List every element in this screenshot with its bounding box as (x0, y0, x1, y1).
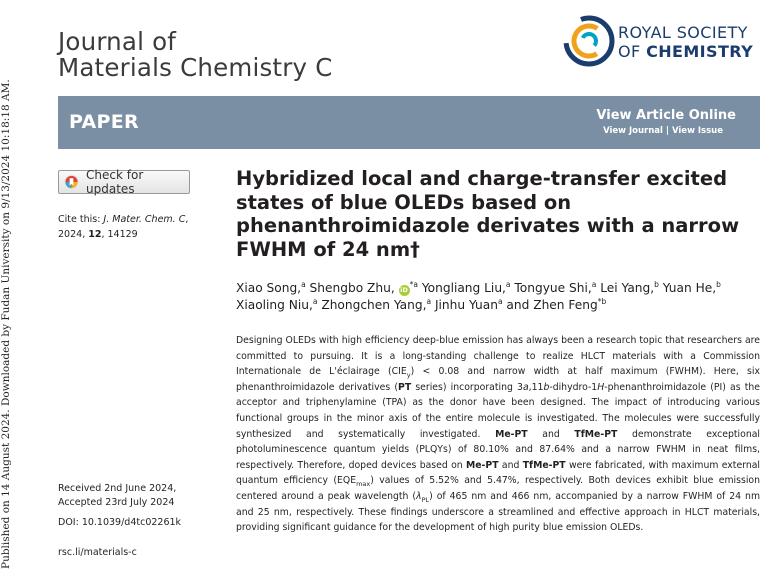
cite-journal: J. Mater. Chem. C (103, 214, 186, 225)
journal-url[interactable]: rsc.li/materials-c (58, 547, 137, 558)
author-affiliation: a (591, 279, 597, 289)
cite-label: Cite this: (58, 214, 104, 225)
author[interactable]: Yongliang Liu, (421, 281, 506, 295)
rsc-wordmark (618, 23, 753, 61)
check-for-updates-label: Check for updates (86, 168, 144, 196)
citation-line2: 2024, 12, 14129 (58, 229, 138, 240)
author-affiliation: a (505, 279, 511, 289)
cite-year: 2024 (58, 229, 83, 240)
cite-pages: , 14129 (101, 229, 138, 240)
author[interactable]: Shengbo Zhu, (309, 281, 395, 295)
author-affiliation: b (654, 279, 659, 289)
author[interactable]: Tongyue Shi, (514, 281, 592, 295)
author-affiliation: a (497, 296, 503, 306)
author-affiliation: a (312, 296, 318, 306)
author[interactable]: Xiao Song, (236, 281, 302, 295)
author-affiliation: *a (409, 279, 418, 289)
abstract: Designing OLEDs with high efficiency deep-blue emission has always been a research topic that researchers are committed to pursuing. It is a long-standing challenge to realize HLCT materials with a Commission Internationale de L'éclairage $(CIE_y) < 0.08$ and narrow width at half maximum (FWHM). Here, six phenanthroimidazole derivatives (PT series) incorporating 3a,11b-dihydro-1H-phenanthroimidazole (PI) as the acceptor and triphenylamine (TPA) as the donor have been designed. The impact of introducing various functional groups in the minor axis of the entire molecule is investigated. The molecules were successfully synthesized and systematically investigated. Me-PT and TfMe-PT demonstrate exceptional photoluminescence quantum yields (PLQYs) of 80.10% and 87.64% and a narrow FWHM in neat films, respectively. Therefore, doped devices based on Me-PT and TfMe-PT were fabricated, with maximum external quantum efficiency $(EQE_{max})$ values of 5.52% and 5.47%, respectively. Both devices exhibit blue emission centered around a peak wavelength $(\lambda_{PL})$ of 465 nm and 466 nm, accompanied by a narrow FWHM of 24 nm and 25 nm, respectively. These findings underscore a streamlined and effective approach in HLCT materials, providing significant guidance for the development of high purity blue emission OLEDs. (236, 335, 761, 534)
citation-line1: Cite this: J. Mater. Chem. C, (58, 214, 189, 225)
received-date: Received 2nd June 2024, (58, 483, 177, 494)
author-list (236, 280, 764, 314)
author-affiliation: a (426, 296, 432, 306)
banner-sublinks (603, 126, 723, 136)
view-article-online-link[interactable]: View Article Online (596, 108, 736, 123)
article-type: PAPER (69, 111, 139, 133)
article-dates (58, 482, 176, 509)
journal-title-line2: Materials Chemistry C (58, 53, 333, 82)
author[interactable]: Yuan He, (662, 281, 717, 295)
cite-volume: 12 (88, 229, 102, 240)
link-separator: | (662, 126, 672, 136)
rsc-wordmark-line1: ROYAL SOCIETY (618, 23, 748, 42)
journal-title-line1: Journal of (58, 27, 177, 56)
author[interactable]: Jinhu Yuan (434, 298, 498, 312)
citation (58, 212, 188, 242)
download-side-note: Published on 14 August 2024. Downloaded by Fudan University on 9/13/2024 10:18:18 AM. (0, 79, 12, 569)
journal-title[interactable] (58, 29, 333, 81)
accepted-date: Accepted 23rd July 2024 (58, 496, 175, 508)
doi[interactable]: DOI: 10.1039/d4tc02261k (58, 517, 182, 528)
author[interactable]: Lei Yang, (600, 281, 655, 295)
orcid-icon[interactable]: iD (400, 286, 408, 294)
rsc-logo[interactable] (562, 12, 762, 72)
author[interactable]: Xiaoling Niu, (236, 298, 313, 312)
author-affiliation: a (301, 279, 306, 289)
view-journal-link[interactable]: View Journal (603, 126, 663, 136)
author-affiliation: *b (597, 296, 607, 306)
author[interactable]: Zhongchen Yang, (321, 298, 427, 312)
article-title: Hybridized local and charge-transfer excited states of blue OLEDs based on phenanthroimidazole derivates with a narrow FWHM of 24 nm† (236, 167, 740, 261)
article-banner (58, 96, 760, 149)
crossmark-icon (64, 174, 79, 190)
author-affiliation: b (716, 279, 721, 289)
rsc-wordmark-line2: OF CHEMISTRY (618, 42, 754, 61)
rsc-logo-icon (562, 14, 616, 68)
check-for-updates-button[interactable] (58, 170, 190, 194)
view-issue-link[interactable]: View Issue (671, 126, 723, 136)
author[interactable]: and Zhen Feng (506, 298, 598, 312)
